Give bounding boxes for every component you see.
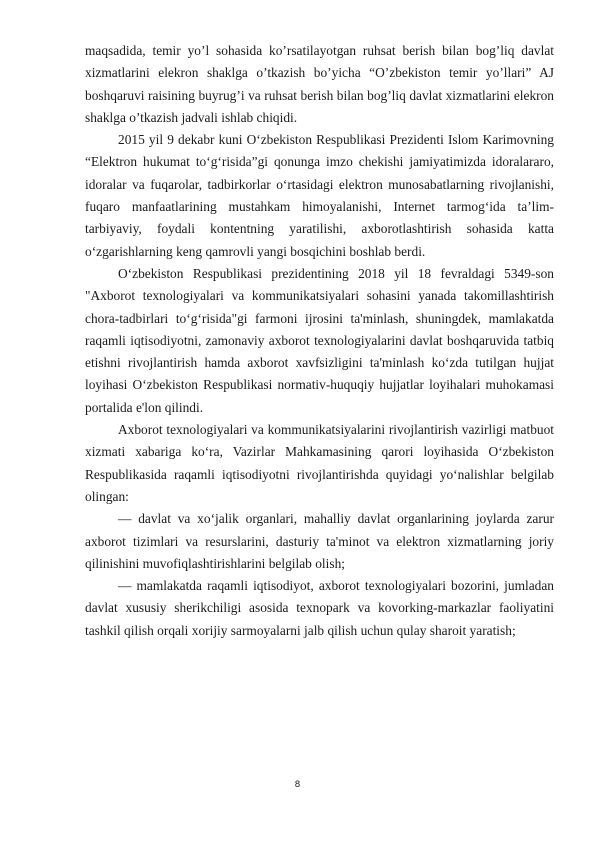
paragraph-ministry-directions: Axborot texnologiyalari va kommunikatsiyalarini rivojlantirish vazirligi matbuot xizmati xabariga ko‘ra, Vazirlar Mahkamasining qarori loyihasida O‘zbekiston Respublikasida raqamli iqtisodiyotni rivojlantirishda quyidagi yo‘nalishlar belgilab olingan: [85, 422, 554, 504]
page-number: 8 [294, 780, 301, 790]
document-body [85, 40, 554, 642]
list-item-digital-economy: — mamlakatda raqamli iqtisodiyot, axborot texnologiyalari bozorini, jumladan davlat xususiy sherikchiligi asosida texnopark va kovorking-markazlar faoliyatini tashkil qilish orqali xorijiy sarmoyalarni jalb qilish uchun qulay sharoit yaratish; [85, 578, 554, 638]
paragraph-e-government-law: 2015 yil 9 dekabr kuni O‘zbekiston Respublikasi Prezidenti Islom Karimovning “Elektron hukumat to‘g‘risida”gi qonunga imzo chekishi jamiyatimizda idoralararo, idoralar va fuqarolar, tadbirkorlar o‘rtasidagi elektron munosabatlarning rivojlanishi, fuqaro manfaatlarining mustahkam himoyalanishi, Internet tarmog‘ida ta’lim-tarbiyaviy, foydali kontentning yaratilishi, axborotlashtirish sohasida katta o‘zgarishlarning keng qamrovli yangi bosqichini boshlab berdi. [85, 132, 554, 259]
list-item-information-systems: — davlat va xo‘jalik organlari, mahalliy davlat organlarining joylarda zarur axborot tizimlari va resurslarini, dasturiy ta'minot va elektron xizmatlarning joriy qilinishini muvofiqlashtirishlarini belgilab olish; [85, 511, 554, 571]
paragraph-presidential-decree: O‘zbekiston Respublikasi prezidentining 2018 yil 18 fevraldagi 5349-son "Axborot texnologiyalari va kommunikatsiyalari sohasini yanada takomillashtirish chora-tadbirlari to‘g‘risida"gi farmoni ijrosini ta'minlash, shuningdek, mamlakatda raqamli iqtisodiyotni, zamonaviy axborot texnologiyalarini davlat boshqaruvida tatbiq etishni rivojlantirish hamda axborot xavfsizligini ta'minlash ko‘zda tutilgan hujjat loyihasi O‘zbekiston Respublikasi normativ-huquqiy hujjatlar loyihalari muhokamasi portalida e'lon qilindi. [85, 265, 554, 415]
paragraph-continuation: maqsadida, temir yo’l sohasida ko’rsatilayotgan ruhsat berish bilan bog’liq davlat xizmatlarini elekron shaklga o’tkazish bo’yicha “O’zbekiston temir yo’llari” AJ boshqaruvi raisining buyrug’i va ruhsat berish bilan bog’liq davlat xizmatlarini elekron shaklga o’tkazish jadvali ishlab chiqidi. [85, 43, 554, 125]
